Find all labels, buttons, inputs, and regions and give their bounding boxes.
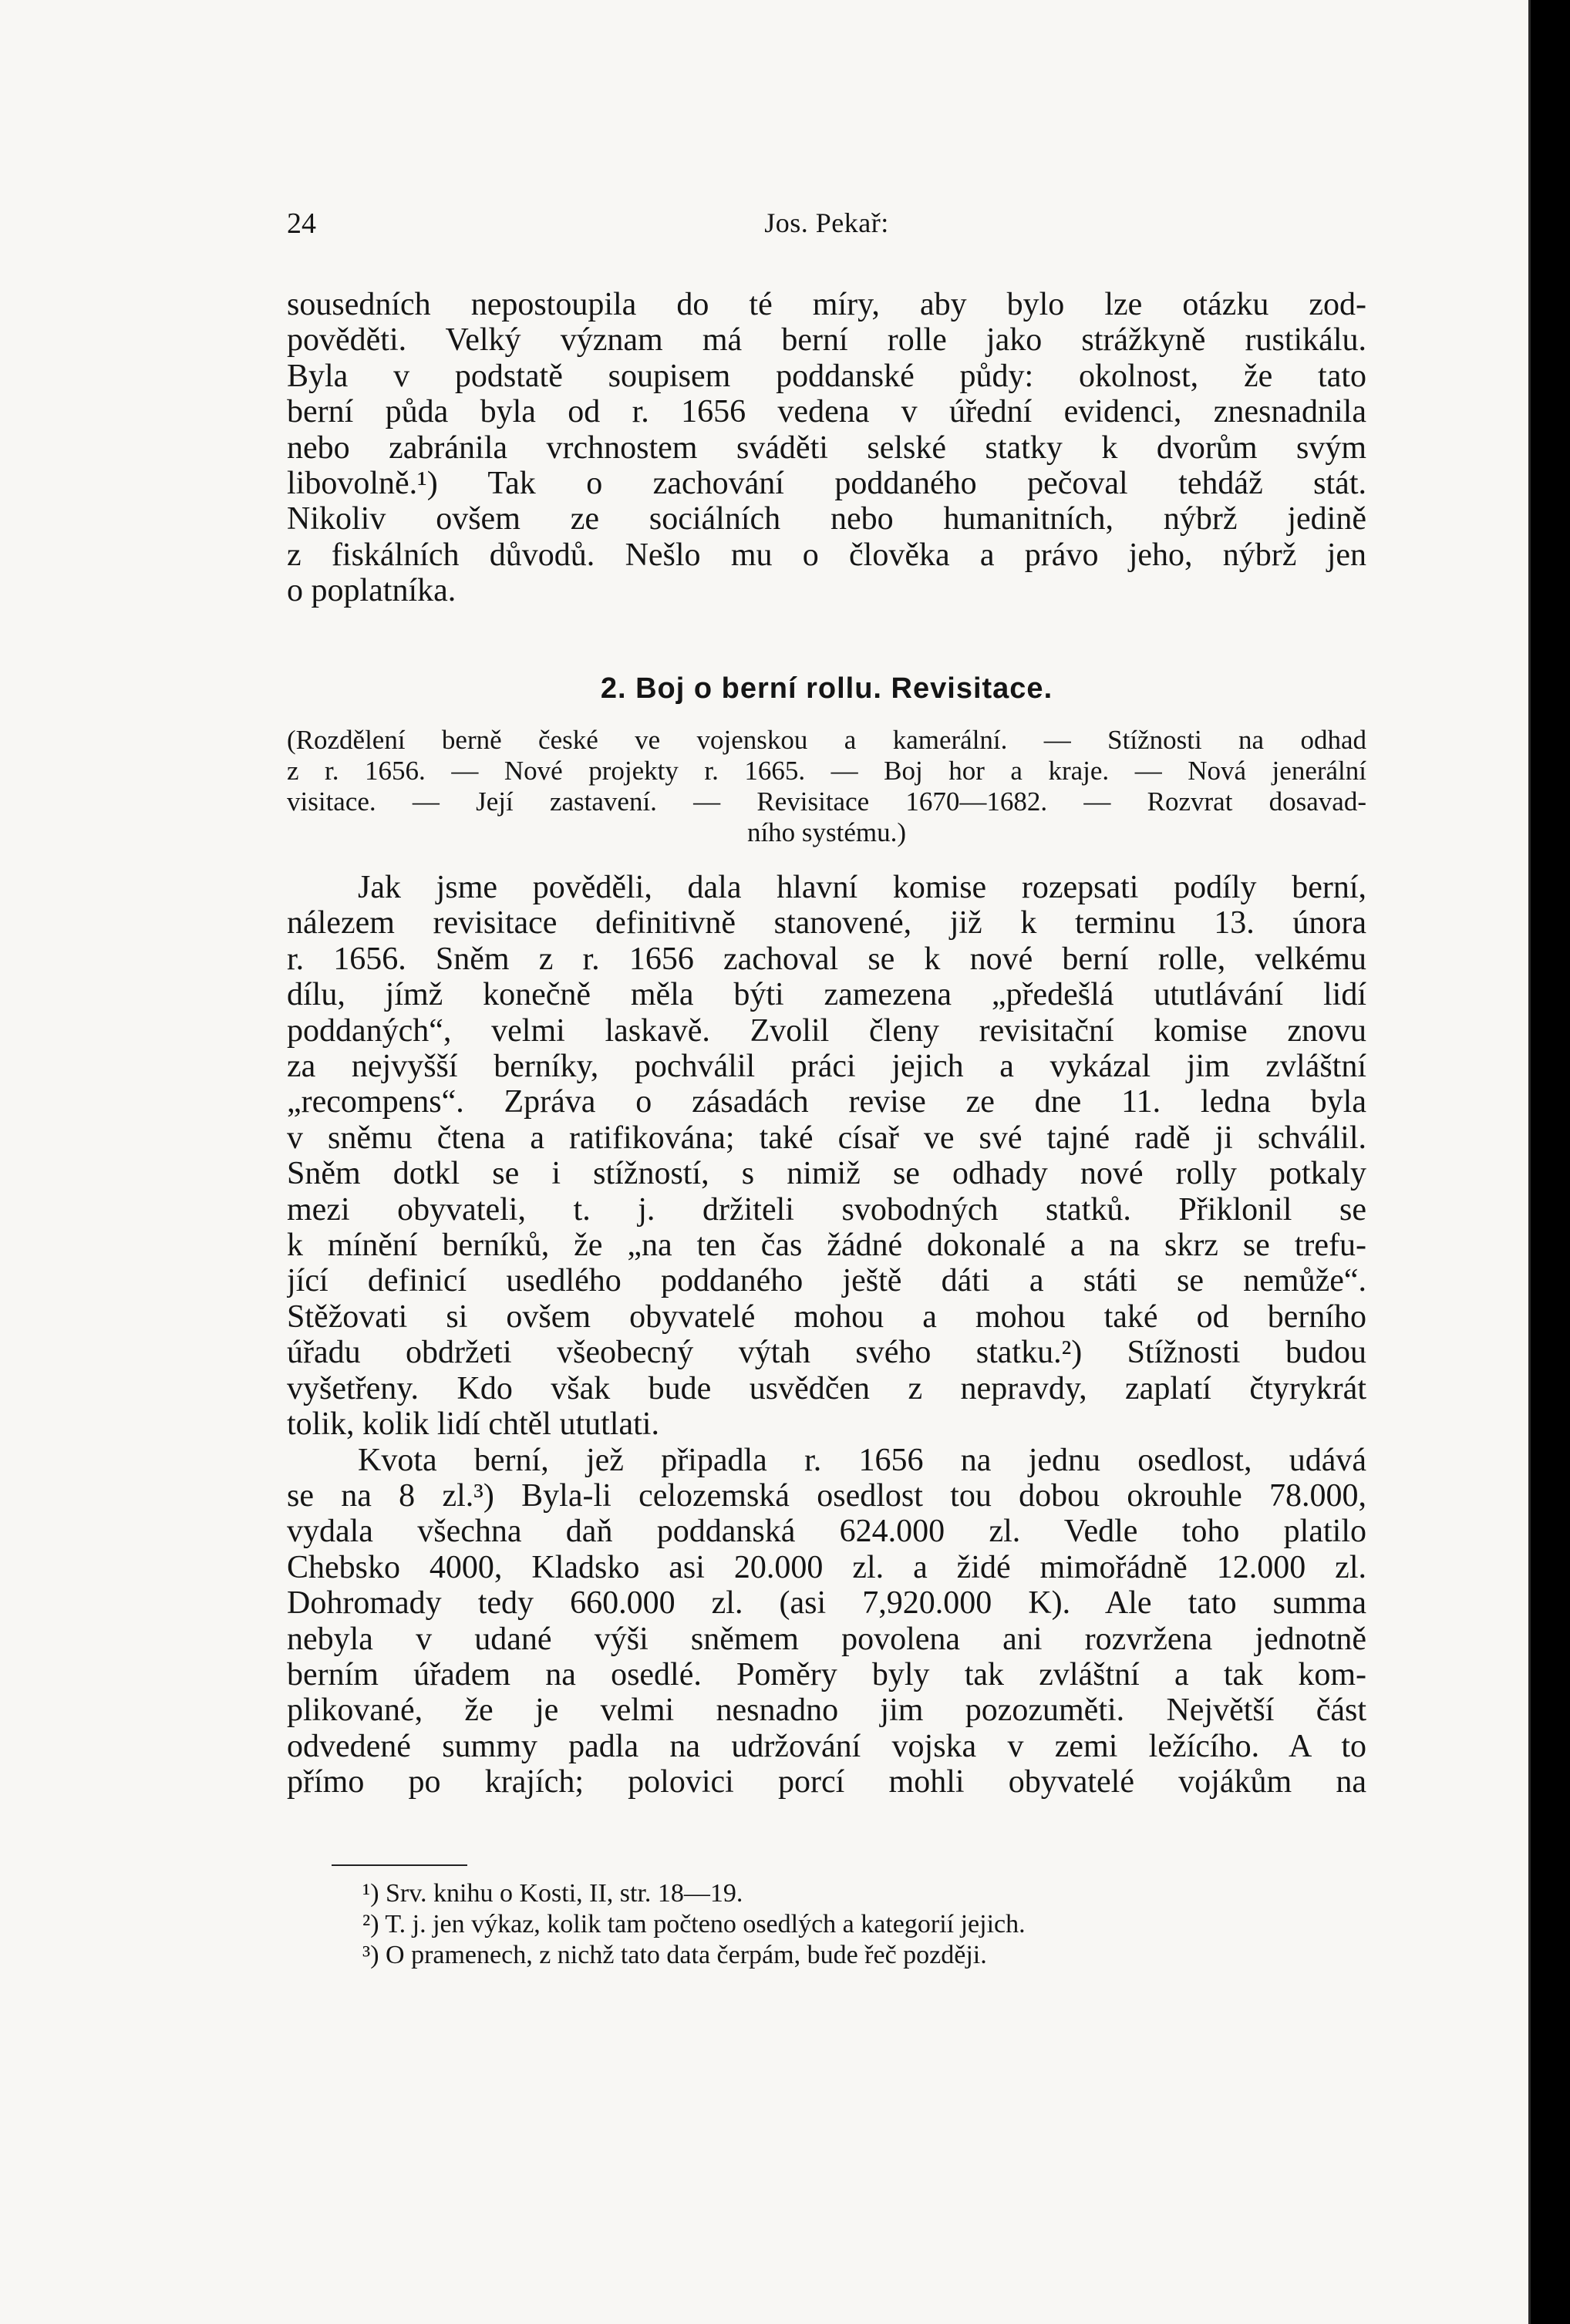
text-line: dílu, jímž konečně měla býti zamezena „předešlá ututlávání lidí — [287, 977, 1366, 1013]
text-line: Kvota berní, jež připadla r. 1656 na jednu osedlost, udává — [358, 1442, 1366, 1478]
text-line: berní půda byla od r. 1656 vedena v úřední evidenci, znesnadnila — [287, 394, 1366, 430]
text-line: Sněm dotkl se i stížností, s nimiž se odhady nové rolly potkaly — [287, 1156, 1366, 1192]
text-line: přímo po krajích; polovici porcí mohli obyvatelé vojákům na — [287, 1764, 1366, 1800]
section-title: 2. Boj o berní rollu. Revisitace. — [600, 672, 1053, 705]
text-line: sousedních nepostoupila do té míry, aby bylo lze otázku zod- — [287, 287, 1366, 322]
text-line: nebo zabránila vrchnostem sváděti selské statky k dvorům svým — [287, 429, 1366, 466]
text-line: Dohromady tedy 660.000 zl. (asi 7,920.000 K). Ale tato summa — [287, 1585, 1366, 1622]
text-line: pověděti. Velký význam má berní rolle jako strážkyně rustikálu. — [287, 322, 1366, 359]
text-line: poddaných“, velmi laskavě. Zvolil členy revisitační komise znovu — [287, 1012, 1366, 1049]
text-line: plikované, že je velmi nesnadno jim pozozuměti. Největší část — [287, 1692, 1366, 1729]
text-line: k mínění berníků, že „na ten čas žádné dokonalé a na skrz se trefu- — [287, 1228, 1366, 1264]
text-line: se na 8 zl.³) Byla-li celozemská osedlost tou dobou okrouhle 78.000, — [287, 1477, 1366, 1514]
summary-line: (Rozdělení berně české ve vojenskou a kamerální. — Stížnosti na odhad — [287, 725, 1366, 755]
text-line: Byla v podstatě soupisem poddanské půdy: okolnost, že tato — [287, 358, 1366, 394]
body-text — [287, 870, 1366, 1800]
text-line: Nikoliv ovšem ze sociálních nebo humanitních, nýbrž jedině — [287, 501, 1366, 537]
summary-line: ního systému.) — [746, 817, 907, 847]
section-summary — [287, 725, 1366, 848]
footnote: ³) O pramenech, z nichž tato data čerpám, bude řeč později. — [362, 1941, 987, 1969]
text-line: libovolně.¹) Tak o zachování poddaného pečoval tehdáž stát. — [287, 466, 1366, 502]
text-line: o poplatníka. — [287, 573, 457, 609]
text-line: úřadu obdržeti všeobecný výtah svého statku.²) Stížnosti budou — [287, 1335, 1366, 1371]
text-line: nebyla v udané výši sněmem povolena ani rozvržena jednotně — [287, 1621, 1366, 1657]
page-number: 24 — [287, 207, 316, 240]
text-line: jící definicí usedlého poddaného ještě dáti a státi se nemůže“. — [287, 1263, 1366, 1299]
text-line: z fiskálních důvodů. Nešlo mu o člověka a právo jeho, nýbrž jen — [287, 537, 1366, 573]
page-edge-divider — [1528, 0, 1531, 2324]
summary-line: visitace. — Její zastavení. — Revisitace 1670—1682. — Rozvrat dosavad- — [287, 786, 1366, 817]
text-line: v sněmu čtena a ratifikována; také císař ve své tajné radě ji schválil. — [287, 1120, 1366, 1156]
footnote: ¹) Srv. knihu o Kosti, II, str. 18—19. — [362, 1879, 743, 1908]
text-line: r. 1656. Sněm z r. 1656 zachoval se k nové berní rolle, velkému — [287, 941, 1366, 977]
text-line: odvedené summy padla na udržování vojska v zemi ležícího. A to — [287, 1728, 1366, 1764]
text-line: Chebsko 4000, Kladsko asi 20.000 zl. a židé mimořádně 12.000 zl. — [287, 1549, 1366, 1585]
summary-line: z r. 1656. — Nové projekty r. 1665. — Boj hor a kraje. — Nová jenerální — [287, 756, 1366, 786]
text-line: za nejvyšší berníky, pochválil práci jejich a vykázal jim zvláštní — [287, 1049, 1366, 1085]
intro-paragraph — [287, 287, 1366, 609]
footnote-divider — [332, 1864, 467, 1866]
text-line: Stěžovati si ovšem obyvatelé mohou a mohou také od berního — [287, 1298, 1366, 1335]
text-line: vydala všechna daň poddanská 624.000 zl. Vedle toho platilo — [287, 1514, 1366, 1550]
text-line: mezi obyvateli, t. j. držiteli svobodných statků. Přiklonil se — [287, 1191, 1366, 1228]
text-line: „recompens“. Zpráva o zásadách revise ze dne 11. ledna byla — [287, 1084, 1366, 1120]
text-line: nálezem revisitace definitivně stanovené, již k terminu 13. února — [287, 905, 1366, 941]
running-head: Jos. Pekař: — [764, 207, 889, 238]
text-line: tolik, kolik lidí chtěl ututlati. — [287, 1406, 659, 1443]
text-line: berním úřadem na osedlé. Poměry byly tak zvláštní a tak kom- — [287, 1656, 1366, 1692]
footnote: ²) T. j. jen výkaz, kolik tam počteno osedlých a kategorií jejich. — [362, 1910, 1026, 1938]
page-header — [287, 207, 1366, 253]
text-line: vyšetřeny. Kdo však bude usvědčen z nepravdy, zaplatí čtyrykrát — [287, 1370, 1366, 1406]
text-line: Jak jsme pověděli, dala hlavní komise rozepsati podíly berní, — [358, 870, 1366, 905]
footnotes — [362, 1878, 1373, 1971]
